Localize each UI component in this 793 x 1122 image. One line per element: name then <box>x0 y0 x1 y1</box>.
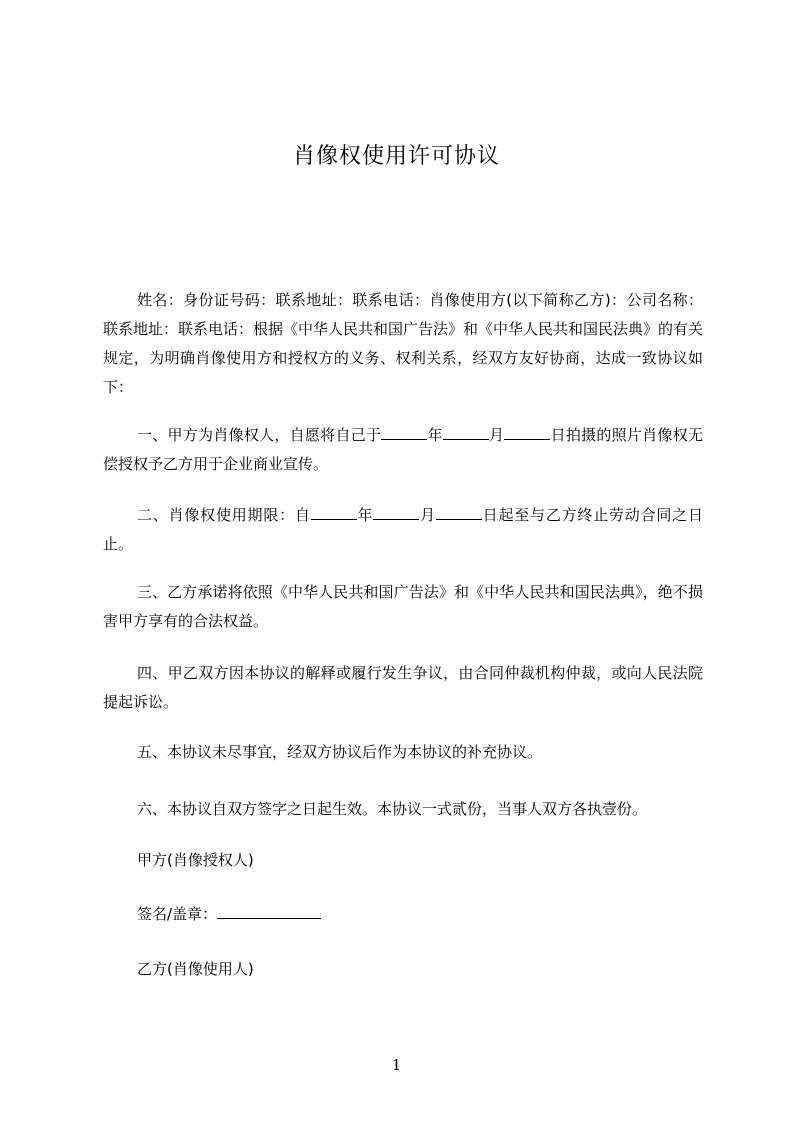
clause-1-year-label: 年 <box>427 426 443 444</box>
clause-2-year-label: 年 <box>356 506 374 524</box>
clause-1-month-label: 月 <box>488 426 505 444</box>
year-blank <box>311 503 357 520</box>
year-blank <box>381 423 427 440</box>
clause-2-month-label: 月 <box>419 506 436 524</box>
clause-1-suffix: 日拍摄的照片肖像权无偿授权予乙方用于企业商业宣传。 <box>103 426 703 473</box>
clause-1-prefix: 一、甲方为肖像权人，自愿将自己于 <box>137 426 382 444</box>
month-blank <box>443 423 489 440</box>
intro-paragraph: 姓名：身份证号码：联系地址：联系电话：肖像使用方(以下简称乙方)：公司名称：联系地址：联系电话：根据《中华人民共和国广告法》和《中华人民共和国民法典》的有关规定，为明确肖像使用方和授权方的义务、权利关系，经双方友好协商，达成一致协议如下： <box>103 291 704 396</box>
page-number: 1 <box>391 1056 402 1074</box>
clause-6: 六、本协议自双方签字之日起生效。本协议一式贰份，当事人双方各执壹份。 <box>137 800 648 818</box>
month-blank <box>373 503 419 520</box>
clause-4: 四、甲乙双方因本协议的解释或履行发生争议，由合同仲裁机构仲裁，或向人民法院提起诉讼。 <box>103 664 703 711</box>
clause-5: 五、本协议未尽事宜，经双方协议后作为本协议的补充协议。 <box>137 743 543 761</box>
clause-3: 三、乙方承诺将依照《中华人民共和国广告法》和《中华人民共和国民法典》，绝不损害甲方享有的合法权益。 <box>103 583 703 630</box>
clause-1 <box>103 421 703 479</box>
party-a-label: 甲方(肖像授权人) <box>137 851 254 869</box>
day-blank <box>504 423 550 440</box>
signature-label: 签名/盖章： <box>137 905 218 923</box>
clause-2 <box>103 501 703 559</box>
signature-line <box>103 900 703 929</box>
clause-2-prefix: 二、肖像权使用期限：自 <box>137 506 311 524</box>
document-title: 肖像权使用许可协议 <box>292 144 500 169</box>
signature-blank <box>217 902 321 919</box>
day-blank <box>436 503 482 520</box>
party-b-label: 乙方(肖像使用人) <box>137 960 254 978</box>
clause-2-suffix: 日起至与乙方终止劳动合同之日止。 <box>103 506 703 553</box>
